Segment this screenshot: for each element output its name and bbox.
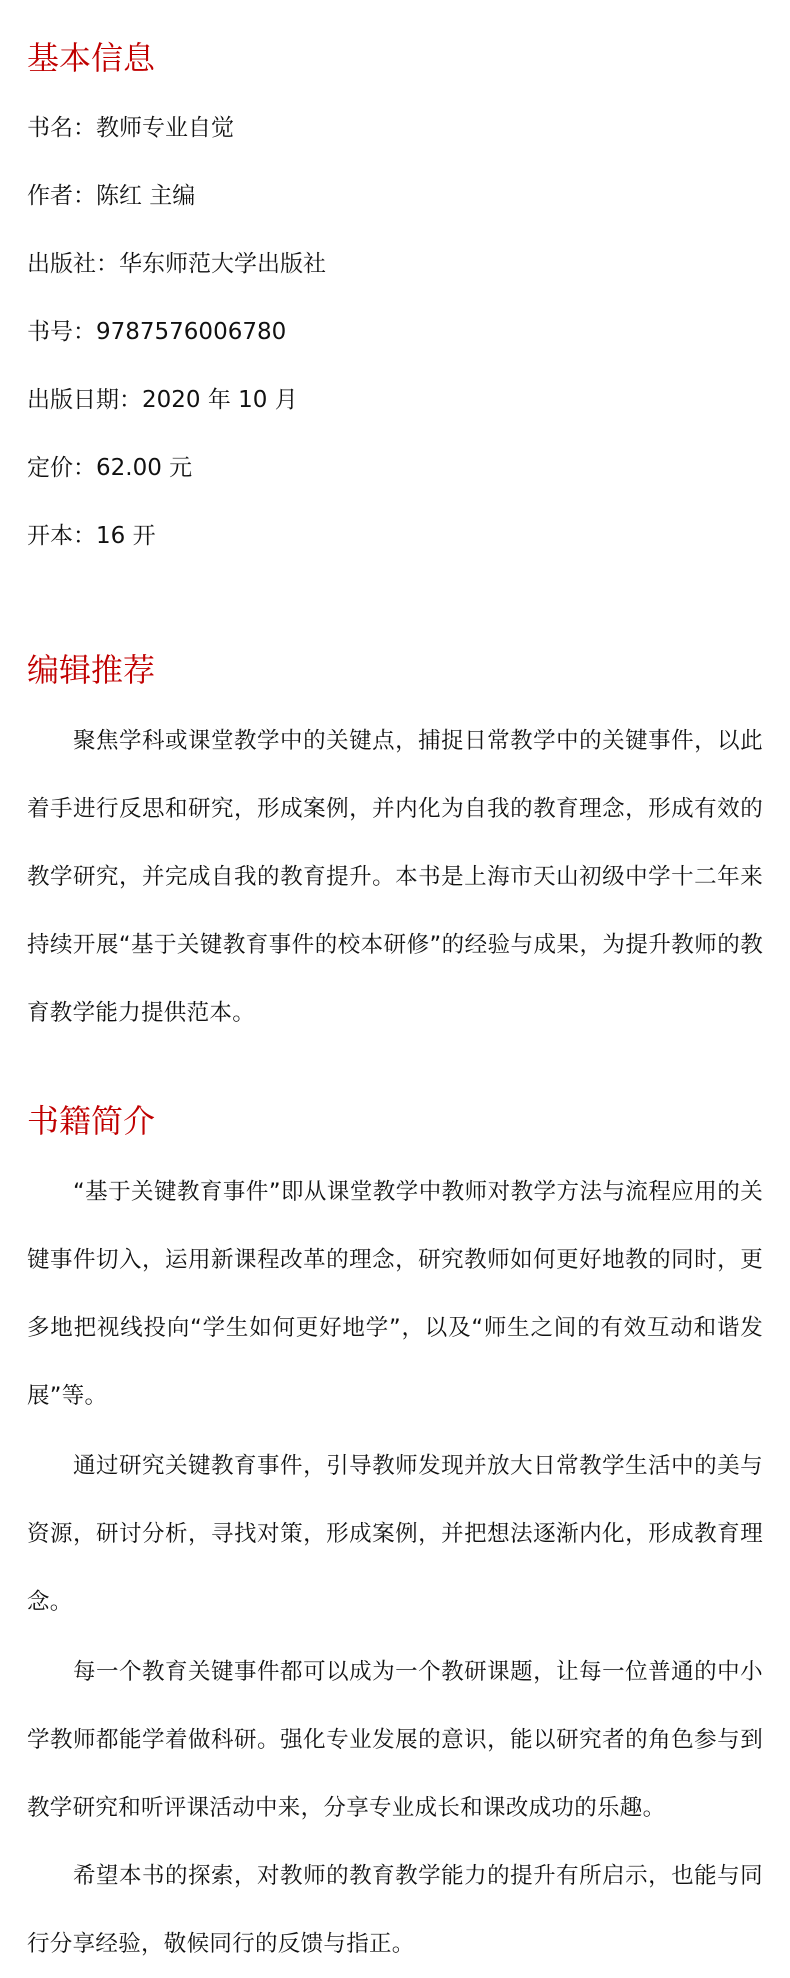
price-line: 定价：62.00 元 <box>27 455 193 481</box>
intro-paragraph-3: 每一个教育关键事件都可以成为一个教研课题，让每一位普通的中小学教师都能学着做科研。强化专业发展的意识，能以研究者的角色参与到教学研究和听评课活动中来，分享专业成长和课改成功的乐趣。 <box>27 1659 763 1821</box>
format-line: 开本：16 开 <box>27 523 156 549</box>
intro-paragraph-2: 通过研究关键教育事件，引导教师发现并放大日常教学生活中的美与资源，研讨分析，寻找对策，形成案例，并把想法逐渐内化，形成教育理念。 <box>27 1453 763 1615</box>
editor-recommend-heading: 编辑推荐 <box>27 651 156 689</box>
intro-paragraph-1: “基于关键教育事件”即从课堂教学中教师对教学方法与流程应用的关键事件切入，运用新课程改革的理念，研究教师如何更好地教的同时，更多地把视线投向“学生如何更好地学”，以及“师生之间的有效互动和谐发展”等。 <box>27 1179 763 1409</box>
author-line: 作者：陈红 主编 <box>27 183 196 209</box>
basic-info-heading: 基本信息 <box>27 39 156 77</box>
book-title-line: 书名：教师专业自觉 <box>27 115 234 141</box>
book-intro-heading: 书籍简介 <box>27 1102 156 1140</box>
publisher-line: 出版社：华东师范大学出版社 <box>27 251 326 277</box>
isbn-line: 书号：9787576006780 <box>27 319 287 345</box>
intro-paragraph-4: 希望本书的探索，对教师的教育教学能力的提升有所启示，也能与同行分享经验，敬候同行的反馈与指正。 <box>27 1863 763 1957</box>
publish-date-line: 出版日期：2020 年 10 月 <box>27 387 298 413</box>
editor-recommend-paragraph: 聚焦学科或课堂教学中的关键点，捕捉日常教学中的关键事件，以此着手进行反思和研究，形成案例，并内化为自我的教育理念，形成有效的教学研究，并完成自我的教育提升。本书是上海市天山初级中学十二年来持续开展“基于关键教育事件的校本研修”的经验与成果，为提升教师的教育教学能力提供范本。 <box>27 728 763 1026</box>
